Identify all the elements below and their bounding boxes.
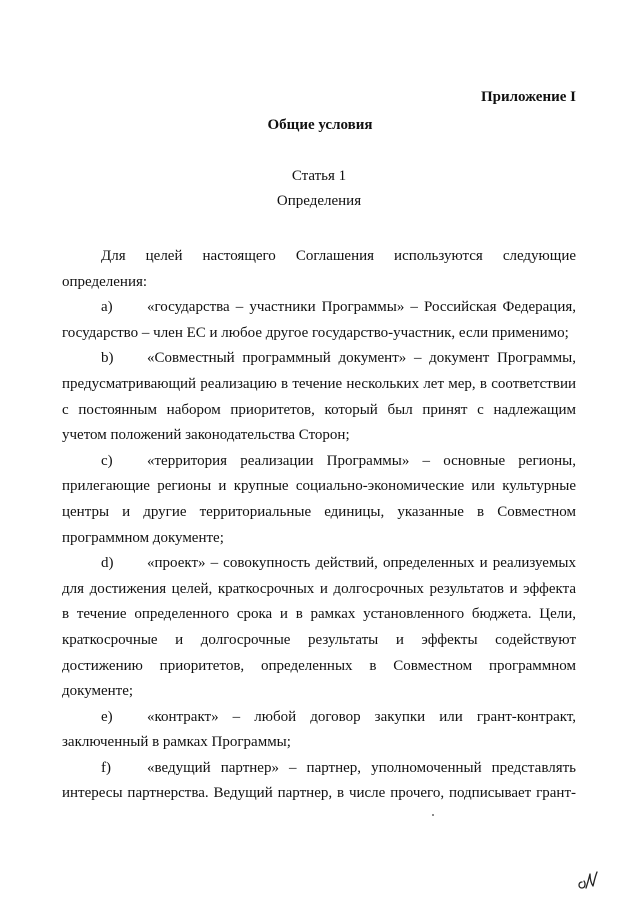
text-line: [62, 346, 576, 372]
text-line: [62, 705, 576, 731]
definition-item: [62, 449, 576, 551]
text-line: документе;: [62, 683, 134, 700]
definition-text: «проект» – совокупность действий, определенных и реализуемых: [147, 555, 576, 572]
text-line: интересы партнерства. Ведущий партнер, в числе прочего, подписывает грант-: [62, 785, 576, 802]
definition-marker: f): [101, 759, 111, 776]
definition-marker: d): [101, 555, 114, 572]
definition-text: «контракт» – любой договор закупки или грант-контракт,: [147, 708, 576, 725]
text-line: [62, 551, 576, 577]
text-line: учетом положений законодательства Сторон;: [62, 427, 350, 444]
text-line: предусматривающий реализацию в течение нескольких лет мер, в соответствии: [62, 375, 576, 392]
definition-item: [62, 295, 576, 346]
definition-text: «территория реализации Программы» – основные регионы,: [147, 452, 576, 469]
text-line: государство – член ЕС и любое другое государство-участник, если применимо;: [62, 324, 569, 341]
text-line: [62, 295, 576, 321]
article-title: Определения: [276, 193, 362, 209]
intro-paragraph: [62, 244, 576, 295]
document-title: Общие условия: [267, 117, 373, 133]
document-body: [62, 244, 576, 807]
text-line: краткосрочные и долгосрочные результаты и эффекты содействуют: [62, 631, 576, 648]
definition-text: «государства – участники Программы» – Российская Федерация,: [147, 299, 576, 316]
definition-text: «ведущий партнер» – партнер, уполномоченный представлять: [147, 759, 576, 776]
definition-marker: e): [101, 708, 113, 725]
article-number: Статья 1: [291, 168, 347, 184]
text-line: определения:: [62, 273, 148, 290]
text-line: [62, 449, 576, 475]
text-line: центры и другие территориальные единицы, указанные в Совместном: [62, 503, 576, 520]
text-line: программном документе;: [62, 529, 224, 546]
text-line: для достижения целей, краткосрочных и долгосрочных результатов и эффекта: [62, 580, 576, 597]
annex-label: Приложение I: [480, 89, 576, 105]
scan-speck: [432, 814, 434, 816]
definition-marker: a): [101, 299, 113, 316]
definition-item: [62, 551, 576, 705]
text-line: с постоянным набором приоритетов, который был принят с надлежащим: [62, 401, 576, 418]
definition-marker: c): [101, 452, 113, 469]
definition-text: «Совместный программный документ» – документ Программы,: [147, 350, 576, 367]
text-line: достижению приоритетов, определенных в Совместном программном: [62, 657, 576, 674]
text-line: заключенный в рамках Программы;: [62, 734, 291, 751]
definition-marker: b): [101, 350, 114, 367]
text-line: Для целей настоящего Соглашения используются следующие: [101, 248, 576, 264]
definition-item: [62, 346, 576, 448]
definition-item: [62, 705, 576, 756]
text-line: прилегающие регионы и крупные социально-экономические или культурные: [62, 478, 576, 495]
text-line: [62, 756, 576, 782]
text-line: в течение определенного срока и в рамках установленного бюджета. Цели,: [62, 606, 576, 623]
definition-item: [62, 756, 576, 807]
handwritten-initials: [576, 868, 602, 890]
